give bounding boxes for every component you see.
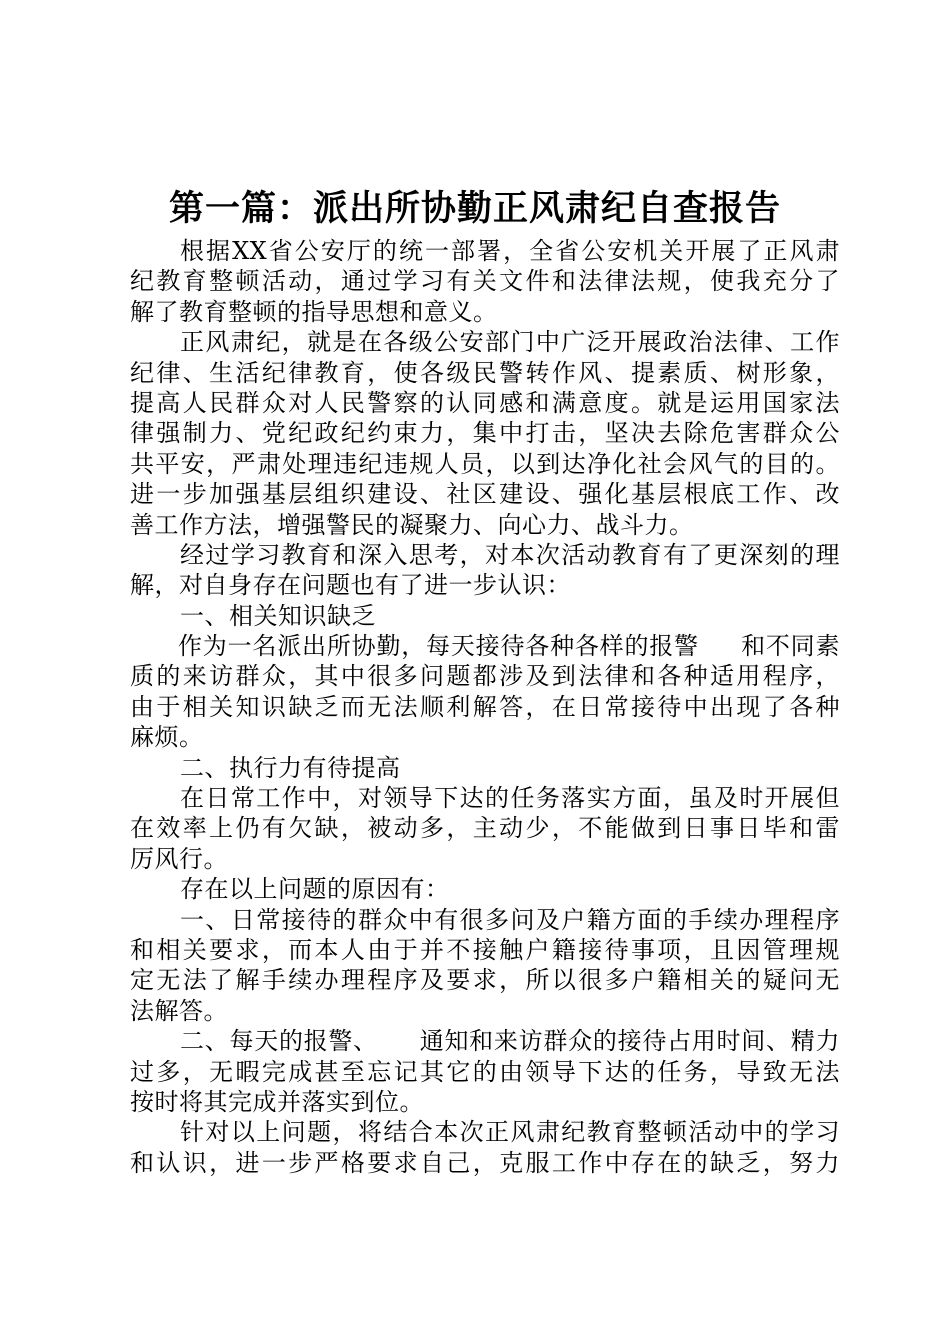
paragraph-line: 一、日常接待的群众中有很多问及户籍方面的手续办理程序	[180, 905, 840, 934]
paragraph-line: 律强制力、党纪政纪约束力，集中打击，坚决去除危害群众公	[130, 419, 840, 448]
paragraph-line: 作为一名派出所协勤，每天接待各种各样的报警 和不同素	[178, 632, 840, 661]
paragraph-line: 共平安，严肃处理违纪违规人员，以到达净化社会风气的目的。	[130, 449, 840, 478]
paragraph-line: 在效率上仍有欠缺，被动多，主动少，不能做到日事日毕和雷	[130, 814, 840, 843]
paragraph-line: 按时将其完成并落实到位。	[130, 1087, 424, 1116]
paragraph-line: 解，对自身存在问题也有了进一步认识：	[130, 571, 571, 600]
paragraph-line: 法解答。	[130, 996, 228, 1025]
section-heading: 一、相关知识缺乏	[180, 601, 376, 630]
paragraph-line: 善工作方法，增强警民的凝聚力、向心力、战斗力。	[130, 510, 694, 539]
paragraph-line: 厉风行。	[130, 844, 228, 873]
paragraph-line: 经过学习教育和深入思考，对本次活动教育有了更深刻的理	[180, 540, 840, 569]
paragraph-line: 纪教育整顿活动，通过学习有关文件和法律法规，使我充分了	[130, 267, 840, 296]
paragraph-line: 在日常工作中，对领导下达的任务落实方面，虽及时开展但	[180, 784, 840, 813]
paragraph-line: 质的来访群众，其中很多问题都涉及到法律和各种适用程序，	[130, 662, 840, 691]
document-body	[130, 236, 840, 1178]
paragraph-line: 纪律、生活纪律教育，使各级民警转作风、提素质、树形象，	[130, 358, 840, 387]
paragraph-line: 正风肃纪，就是在各级公安部门中广泛开展政治法律、工作	[180, 328, 840, 357]
paragraph-line: 由于相关知识缺乏而无法顺利解答，在日常接待中出现了各种	[130, 692, 840, 721]
section-heading: 二、执行力有待提高	[180, 753, 401, 782]
paragraph-line: 解了教育整顿的指导思想和意义。	[130, 297, 498, 326]
paragraph-line: 和认识，进一步严格要求自己，克服工作中存在的缺乏，努力	[130, 1148, 840, 1177]
paragraph-line: 二、每天的报警、 通知和来访群众的接待占用时间、精力	[180, 1027, 840, 1056]
paragraph-line: 进一步加强基层组织建设、社区建设、强化基层根底工作、改	[130, 480, 840, 509]
paragraph-line: 存在以上问题的原因有：	[180, 875, 450, 904]
document-title: 第一篇：派出所协勤正风肃纪自查报告	[168, 189, 781, 229]
paragraph-line: 根据XX省公安厅的统一部署，全省公安机关开展了正风肃	[180, 237, 840, 265]
paragraph-line: 提高人民群众对人民警察的认同感和满意度。就是运用国家法	[130, 388, 840, 417]
paragraph-line: 和相关要求，而本人由于并不接触户籍接待事项，且因管理规	[130, 935, 840, 964]
paragraph-line: 过多，无暇完成甚至忘记其它的由领导下达的任务，导致无法	[130, 1057, 840, 1086]
paragraph-line: 麻烦。	[130, 723, 204, 752]
paragraph-line: 针对以上问题，将结合本次正风肃纪教育整顿活动中的学习	[180, 1118, 840, 1147]
paragraph-line: 定无法了解手续办理程序及要求，所以很多户籍相关的疑问无	[130, 966, 840, 995]
